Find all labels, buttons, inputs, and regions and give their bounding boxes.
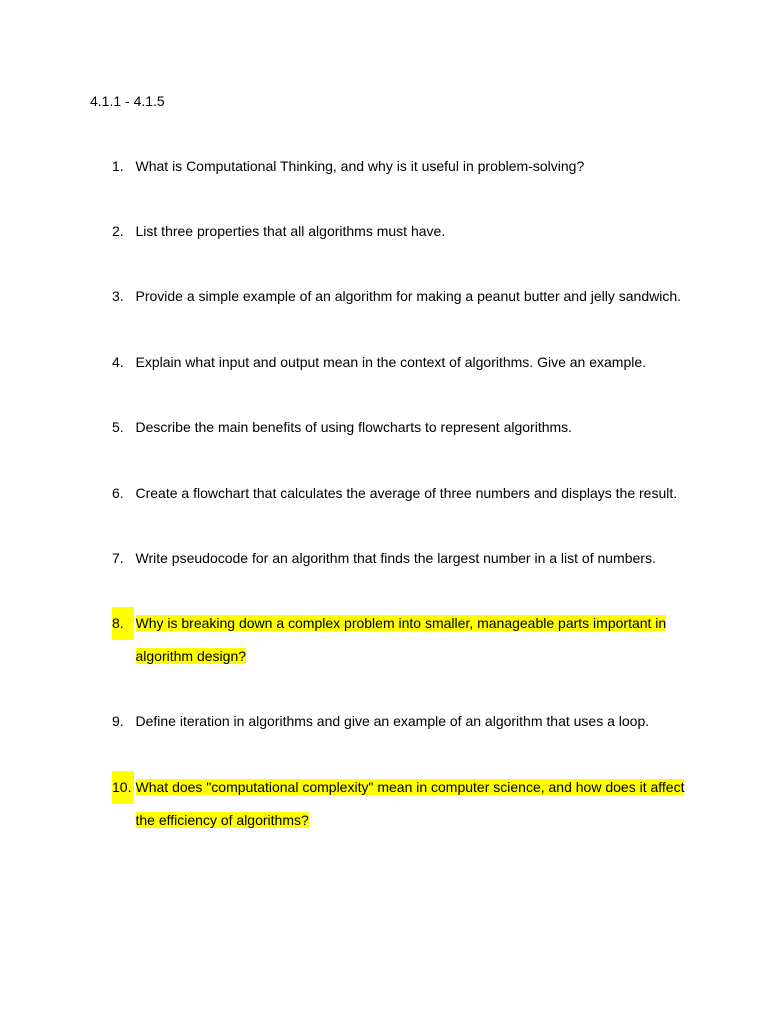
question-item — [112, 705, 692, 738]
question-text: List three properties that all algorithms must have. — [135, 223, 446, 239]
question-text — [136, 607, 693, 673]
question-number: 4. — [112, 354, 124, 370]
question-item — [112, 215, 692, 248]
question-text: Describe the main benefits of using flowcharts to represent algorithms. — [135, 419, 573, 435]
question-text-line: algorithm design? — [135, 648, 247, 664]
question-text — [136, 771, 693, 837]
question-item-highlighted — [112, 771, 692, 837]
question-text: Write pseudocode for an algorithm that finds the largest number in a list of numbers. — [135, 550, 656, 566]
question-item — [112, 411, 692, 444]
question-text: Define iteration in algorithms and give an example of an algorithm that uses a loop. — [135, 713, 650, 729]
question-number: 2. — [112, 223, 124, 239]
question-number: 5. — [112, 419, 124, 435]
question-item — [112, 346, 692, 379]
question-text-line: Why is breaking down a complex problem into smaller, manageable parts important in — [135, 615, 667, 631]
document-heading: 4.1.1 - 4.1.5 — [90, 93, 165, 109]
question-number: 8. — [112, 607, 134, 640]
question-item — [112, 477, 692, 510]
question-number: 6. — [112, 485, 124, 501]
question-text: Explain what input and output mean in the context of algorithms. Give an example. — [135, 354, 647, 370]
question-number: 1. — [112, 158, 124, 174]
question-number: 10. — [112, 771, 134, 804]
question-item — [112, 150, 692, 183]
question-item-highlighted — [112, 607, 692, 673]
question-item — [112, 280, 692, 313]
question-text: Create a flowchart that calculates the average of three numbers and displays the result. — [135, 485, 678, 501]
question-text-line: the efficiency of algorithms? — [135, 812, 309, 828]
question-number: 7. — [112, 550, 124, 566]
question-text: What is Computational Thinking, and why is it useful in problem-solving? — [135, 158, 585, 174]
question-text-line: What does "computational complexity" mean in computer science, and how does it affect — [135, 779, 685, 795]
question-number: 3. — [112, 288, 124, 304]
question-item — [112, 542, 692, 575]
question-number: 9. — [112, 713, 124, 729]
question-text: Provide a simple example of an algorithm for making a peanut butter and jelly sandwich. — [135, 288, 682, 304]
